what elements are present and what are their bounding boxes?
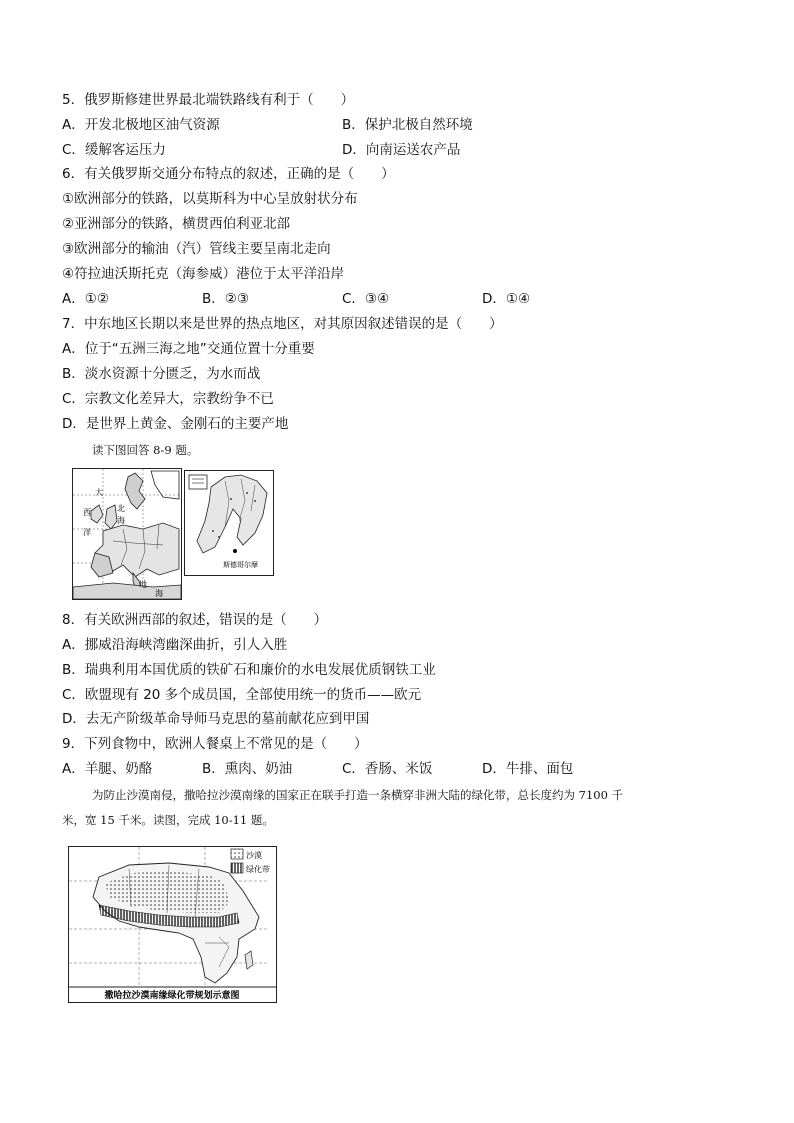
q8-option-c: C．欧盟现有 20 多个成员国，全部使用统一的货币——欧元 [62,687,422,703]
q5-option-c: C．缓解客运压力 [62,142,166,158]
q5-stem: 5．俄罗斯修建世界最北端铁路线有利于（ ） [62,92,355,108]
sahara-greenbelt-map [68,846,277,1003]
q8-stem: 8．有关欧洲西部的叙述，错误的是（ ） [62,612,328,628]
map-label-hai-2: 海 [155,589,163,598]
map-caption: 撒哈拉沙漠南缘绿化带规划示意图 [104,991,240,1001]
q9-stem: 9．下列食物中，欧洲人餐桌上不常见的是（ ） [62,736,368,752]
q8-option-a: A．挪威沿海峡湾幽深曲折，引人入胜 [62,637,288,653]
intro-10-11-line1: 为防止沙漠南侵，撒哈拉沙漠南缘的国家正在联手打造一条横穿非洲大陆的绿化带，总长度约为 7100 千 [92,788,624,802]
q9-option-b: B．熏肉、奶油 [202,761,293,777]
q5-option-b: B．保护北极自然环境 [342,117,473,133]
q5-option-a: A．开发北极地区油气资源 [62,117,220,133]
q5-option-d: D．向南运送农产品 [342,142,461,158]
q6-option-b: B．②③ [202,291,249,307]
scandinavia-inset-map [184,470,274,576]
q6-option-c: C．③④ [342,291,390,307]
q8-option-d: D．去无产阶级革命导师马克思的墓前献花应到甲国 [62,711,370,727]
q7-option-b: B．淡水资源十分匮乏，为水而战 [62,366,261,382]
q9-option-d: D．牛排、面包 [482,761,574,777]
map-label-xi: 西 [83,508,91,517]
q6-statement-4: ④符拉迪沃斯托克（海参威）港位于太平洋沿岸 [62,266,345,282]
q6-option-d: D．①④ [482,291,531,307]
europe-map [72,468,182,600]
q9-option-c: C．香肠、米饭 [342,761,433,777]
q9-option-a: A．羊腿、奶酪 [62,761,153,777]
map-label-hai: 海 [117,516,125,525]
q8-option-b: B．瑞典利用本国优质的铁矿石和廉价的水电发展优质钢铁工业 [62,662,436,678]
q6-statement-2: ②亚洲部分的铁路，横贯西伯利亚北部 [62,216,291,232]
stockholm-label: 斯德哥尔摩 [223,561,258,569]
q7-option-d: D．是世界上黄金、金刚石的主要产地 [62,416,289,432]
q7-option-a: A．位于“五洲三海之地”交通位置十分重要 [62,341,315,357]
map-label-yang: 洋 [83,528,91,537]
legend-desert-label: 沙漠 [246,851,262,860]
map-label-bei: 北 [117,504,125,513]
q6-option-a: A．①② [62,291,109,307]
intro-8-9: 读下图回答 8-9 题。 [92,443,199,457]
q7-stem: 7．中东地区长期以来是世界的热点地区，对其原因叙述错误的是（ ） [62,316,503,332]
intro-10-11-line2: 米，宽 15 千米。读图，完成 10-11 题。 [62,813,274,827]
q6-statement-1: ①欧洲部分的铁路，以莫斯科为中心呈放射状分布 [62,191,358,207]
q6-statement-3: ③欧洲部分的输油（汽）管线主要呈南北走向 [62,241,331,257]
q7-option-c: C．宗教文化差异大，宗教纷争不已 [62,391,274,407]
map-label-da: 大 [95,488,103,497]
map-label-di: 地 [139,580,147,589]
q6-stem: 6．有关俄罗斯交通分布特点的叙述，正确的是（ ） [62,166,395,182]
legend-greenbelt-label: 绿化带 [246,865,270,874]
